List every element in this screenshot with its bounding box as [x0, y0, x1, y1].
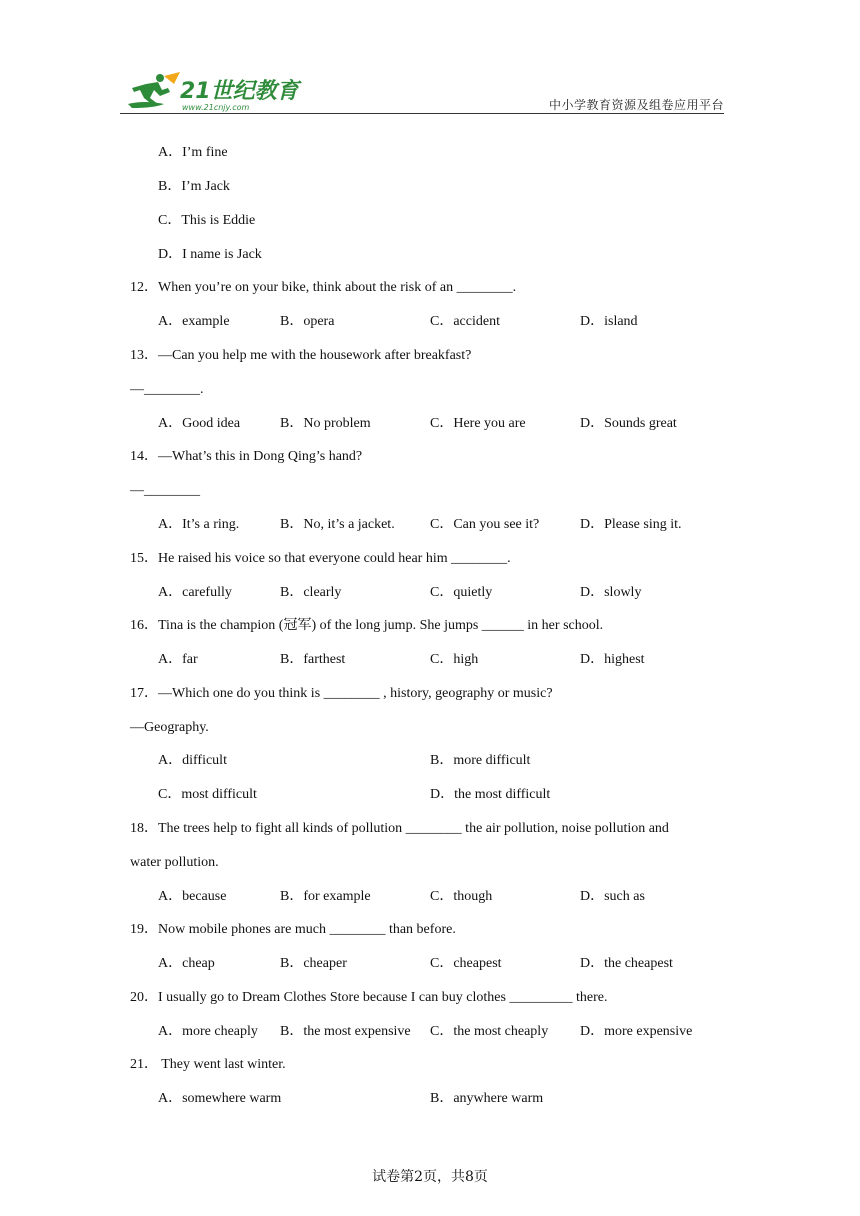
option: B．for example — [280, 889, 371, 904]
option: C．This is Eddie — [158, 213, 256, 228]
option: C．though — [430, 889, 493, 904]
question-stem: 21． They went last winter. — [130, 1057, 286, 1072]
option: B．No problem — [280, 416, 371, 431]
page-footer: 试卷第2页，共8页 — [372, 1169, 488, 1185]
option: A．Good idea — [158, 416, 241, 431]
option: D．Please sing it. — [580, 517, 682, 532]
question-stem: 20．I usually go to Dream Clothes Store because I can buy clothes _________ there. — [130, 990, 608, 1005]
option: B．more difficult — [430, 753, 531, 768]
option: A．I’m fine — [158, 145, 228, 160]
question-stem: 14．—What’s this in Dong Qing’s hand? — [130, 449, 363, 464]
option: B．cheaper — [280, 956, 347, 971]
platform-name: 中小学教育资源及组卷应用平台 — [548, 98, 724, 112]
option: B．farthest — [280, 652, 346, 667]
answer-line: —________. — [130, 382, 204, 397]
option: D．island — [580, 314, 638, 329]
option: A．It’s a ring. — [158, 517, 240, 532]
option: D．such as — [580, 889, 645, 904]
option: C．quietly — [430, 585, 493, 600]
svg-text:21世纪教育: 21世纪教育 — [180, 79, 299, 104]
question-stem: 13．—Can you help me with the housework after breakfast? — [130, 348, 472, 363]
option: D．Sounds great — [580, 416, 677, 431]
option: A．somewhere warm — [158, 1091, 282, 1106]
header-divider — [120, 113, 724, 114]
option: A．cheap — [158, 956, 215, 971]
option: B．No, it’s a jacket. — [280, 517, 395, 532]
question-stem: 19．Now mobile phones are much ________ than before. — [130, 922, 456, 937]
logo-21cnjy — [124, 70, 324, 114]
option: A．far — [158, 652, 198, 667]
option: C．accident — [430, 314, 500, 329]
option: C．high — [430, 652, 479, 667]
svg-text:www.21cnjy.com: www.21cnjy.com — [182, 103, 250, 112]
answer-line: —Geography. — [130, 720, 209, 735]
question-stem: 16．Tina is the champion (冠军) of the long jump. She jumps ______ in her school. — [130, 618, 604, 633]
page-header — [120, 66, 724, 116]
question-stem: 12．When you’re on your bike, think about the risk of an ________. — [130, 280, 517, 295]
option: A．difficult — [158, 753, 227, 768]
option: D．more expensive — [580, 1024, 693, 1039]
option: B．I’m Jack — [158, 179, 230, 194]
option: A．because — [158, 889, 227, 904]
option: D．I name is Jack — [158, 247, 262, 262]
option: D．slowly — [580, 585, 642, 600]
question-stem-continued: water pollution. — [130, 855, 219, 870]
question-stem: 17．—Which one do you think is ________ , history, geography or music? — [130, 686, 553, 701]
option: D．highest — [580, 652, 645, 667]
option: C．cheapest — [430, 956, 502, 971]
option: C．Here you are — [430, 416, 526, 431]
answer-line: —________ — [130, 483, 200, 498]
option: A．more cheaply — [158, 1024, 258, 1039]
question-stem: 15．He raised his voice so that everyone could hear him ________. — [130, 551, 511, 566]
option: B．clearly — [280, 585, 342, 600]
option: B．anywhere warm — [430, 1091, 544, 1106]
option: A．carefully — [158, 585, 232, 600]
option: D．the cheapest — [580, 956, 673, 971]
option: B．the most expensive — [280, 1024, 411, 1039]
option: C．Can you see it? — [430, 517, 540, 532]
option: B．opera — [280, 314, 335, 329]
option: C．most difficult — [158, 787, 257, 802]
option: C．the most cheaply — [430, 1024, 549, 1039]
option: D．the most difficult — [430, 787, 551, 802]
question-stem: 18．The trees help to fight all kinds of pollution ________ the air pollution, noise pollution and — [130, 821, 669, 836]
option: A．example — [158, 314, 230, 329]
